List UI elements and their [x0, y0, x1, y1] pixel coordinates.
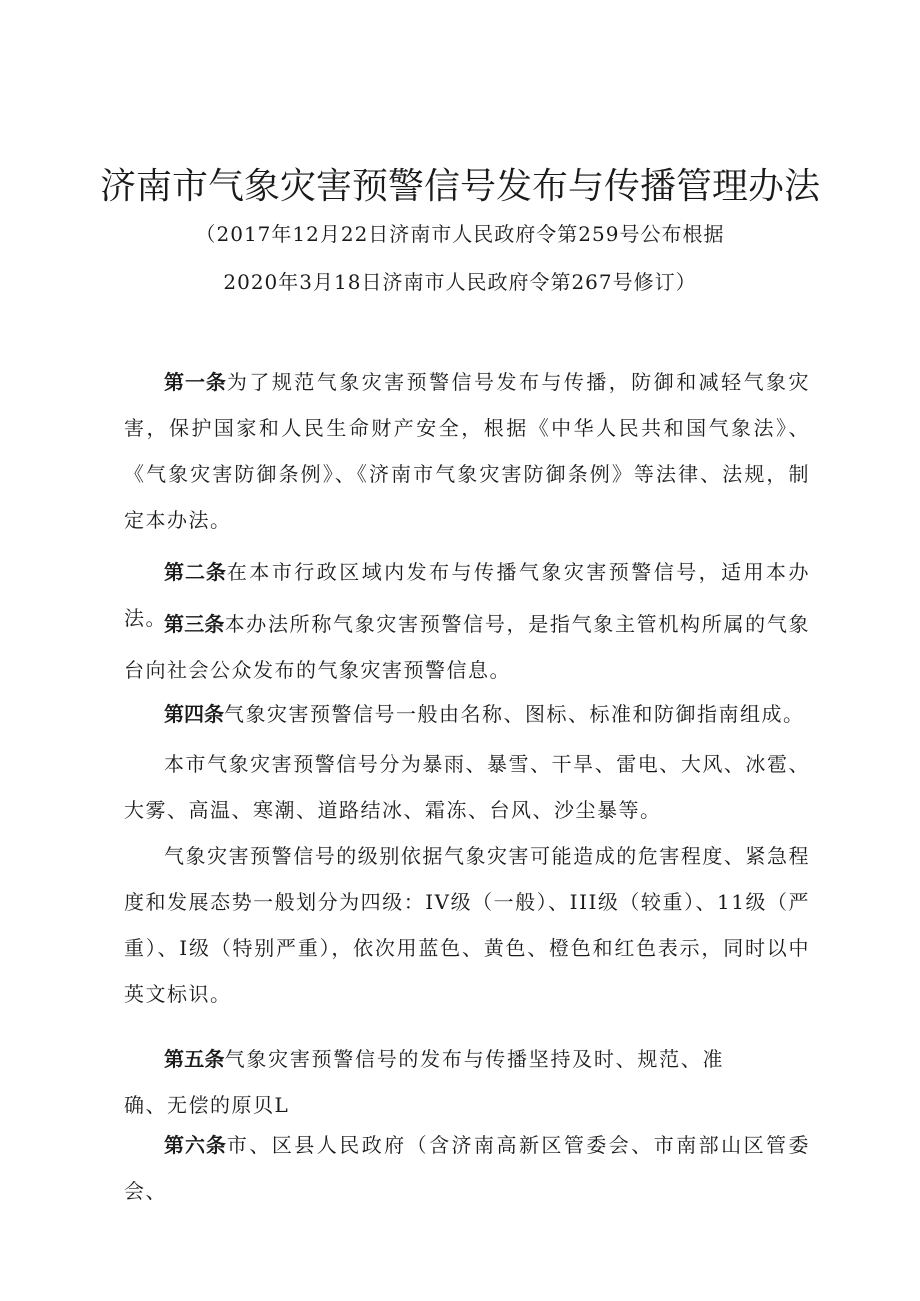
article-6-text: 市、区县人民政府（含济南高新区管委会、市南部山区管委会、	[124, 1133, 811, 1203]
article-5-label: 第五条	[164, 1047, 225, 1071]
document-title: 济南市气象灾害预警信号发布与传播管理办法	[99, 166, 820, 207]
article-2-label: 第二条	[164, 560, 227, 584]
article-4-paragraph-2: 本市气象灾害预警信号分为暴雨、暴雪、干旱、雷电、大风、冰雹、大雾、高温、寒潮、道路结冰、霜冻、台风、沙尘暴等。	[124, 752, 810, 822]
article-1-label: 第一条	[164, 370, 227, 394]
article-4-paragraph-3: 气象灾害预警信号的级别依据气象灾害可能造成的危害程度、紧急程度和发展态势一般划分为四级：IV级（一般）、III级（较重）、11级（严重）、I级（特别严重），依次用蓝色、黄色、橙色和红色表示，同时以中英文标识。	[124, 844, 810, 1006]
article-1	[124, 359, 810, 543]
promulgation-note-line1: （2017年12月22日济南市人民政府令第259号公布根据	[195, 222, 725, 246]
article-3-label: 第三条	[164, 612, 225, 636]
promulgation-note-line2: 2020年3月18日济南市人民政府令第267号修订）	[223, 270, 697, 294]
article-5	[124, 1036, 724, 1128]
article-4-label: 第四条	[164, 702, 224, 726]
article-2-text: 在本市行政区域内发布与传播气象灾害预警信号，适用本办法。	[124, 560, 811, 630]
article-4-text: 气象灾害预警信号一般由名称、图标、标准和防御指南组成。	[224, 702, 805, 726]
article-3-text: 本办法所称气象灾害预警信号，是指气象主管机构所属的气象台向社会公众发布的气象灾害预警信息。	[124, 612, 811, 682]
article-1-text: 为了规范气象灾害预警信号发布与传播，防御和减轻气象灾害，保护国家和人民生命财产安全，根据《中华人民共和国气象法》、《气象灾害防御条例》、《济南市气象灾害防御条例》等法律、法规，制定本办法。	[124, 370, 811, 532]
article-6-label: 第六条	[164, 1133, 227, 1157]
article-3	[124, 601, 810, 693]
article-4	[124, 691, 810, 737]
article-5-text: 气象灾害预警信号的发布与传播坚持及时、规范、准确、无偿的原贝L	[124, 1047, 725, 1117]
article-6	[124, 1122, 810, 1214]
